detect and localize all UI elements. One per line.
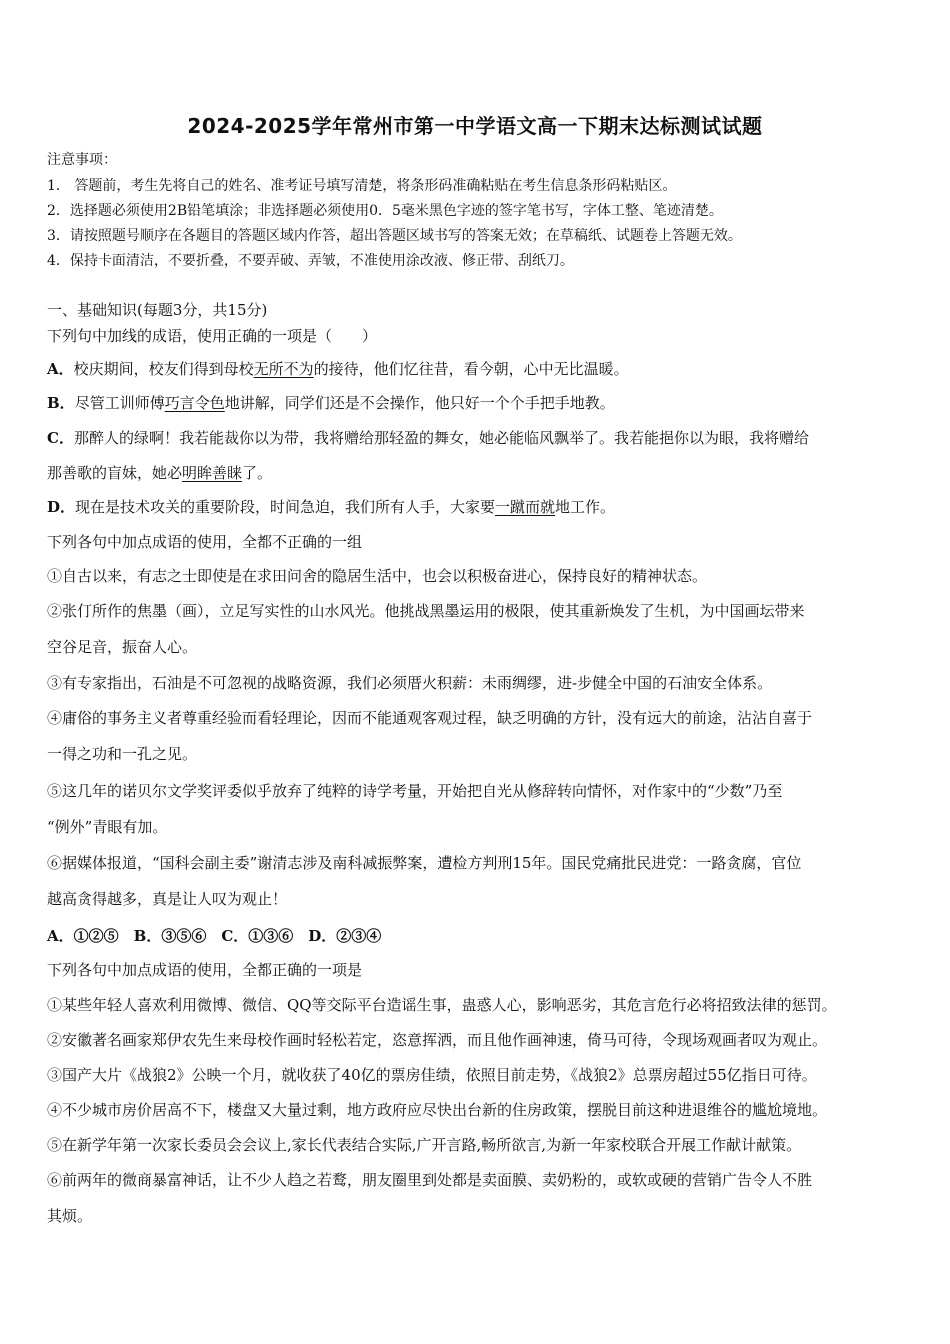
option-text: 的接待，他们忆往昔，看今朝，心中无比温暖。	[313, 360, 629, 378]
underlined-idiom: 明眸善睐	[182, 464, 243, 482]
option-label: A．	[47, 360, 74, 378]
page-title: 2024-2025学年常州市第一中学语文高一下期末达标测试试题	[187, 114, 763, 138]
list-item: ⑥据媒体报道，“国科会副主委”谢清志涉及南科减振弊案，遭检方判刑15年。国民党痛批民进党：一路贪腐，官位	[47, 854, 802, 872]
underlined-idiom: 巧言令色	[164, 394, 225, 412]
option-text: 地工作。	[555, 498, 616, 516]
option-c	[47, 428, 809, 448]
notice-item: 3．请按照题号顺序在各题目的答题区域内作答，超出答题区域书写的答案无效；在草稿纸、试题卷上答题无效。	[47, 228, 742, 244]
section-heading: 一、基础知识(每题3分，共15分)	[47, 301, 268, 319]
list-item: ④不少城市房价居高不下，楼盘又大量过剩，地方政府应尽快出台新的住房政策，摆脱目前这种进退维谷的尴尬境地。	[47, 1101, 828, 1119]
list-item: ⑤这几年的诺贝尔文学奖评委似乎放弃了纯粹的诗学考量，开始把自光从修辞转向情怀，对作家中的“少数”乃至	[47, 782, 783, 800]
list-item: ①某些年轻人喜欢利用微博、微信、QQ等交际平台造谣生事，蛊惑人心，影响恶劣，其危言危行必将招致法律的惩罚。	[47, 996, 837, 1014]
question-stem: 下列各句中加点成语的使用，全都不正确的一组	[47, 533, 363, 551]
option-text: 校庆期间，校友们得到母校	[73, 360, 254, 378]
option-text: 地讲解，同学们还是不会操作，他只好一个个手把手地教。	[224, 394, 615, 412]
option-text: 尽管工训师傅	[74, 394, 165, 412]
list-item: 越高贪得越多，真是让人叹为观止！	[47, 890, 288, 908]
option-label: B．	[47, 394, 75, 412]
underlined-idiom: 无所不为	[253, 360, 314, 378]
option-c-cont	[47, 463, 272, 483]
list-item: ③国产大片《战狼2》公映一个月，就收获了40亿的票房佳绩，依照目前走势，《战狼2》总票房超过55亿指日可待。	[47, 1066, 817, 1084]
notice-item: 1. 答题前，考生先将自己的姓名、准考证号填写清楚，将条形码准确粘贴在考生信息条形码粘贴区。	[47, 178, 677, 194]
question-stem: 下列各句中加点成语的使用，全都正确的一项是	[47, 961, 363, 979]
list-item: ①自古以来，有志之士即使是在求田问舍的隐居生活中，也会以积极奋进心，保持良好的精神状态。	[47, 567, 708, 585]
option-text: 了。	[242, 464, 273, 482]
list-item: ④庸俗的事务主义者尊重经验而看轻理论，因而不能通观客观过程，缺乏明确的方针，没有远大的前途，沾沾自喜于	[47, 709, 813, 727]
list-item: 一得之功和一孔之见。	[47, 745, 198, 763]
list-item: ③有专家指出，石油是不可忽视的战略资源，我们必须厝火积薪：未雨绸缪，进-步健全中国的石油安全体系。	[47, 674, 773, 692]
notice-heading: 注意事项：	[47, 152, 117, 168]
notice-item: 2．选择题必须使用2B铅笔填涂；非选择题必须使用0．5毫米黑色字迹的签字笔书写，字体工整、笔迹清楚。	[47, 203, 723, 219]
underlined-idiom: 一蹴而就	[495, 498, 556, 516]
option-label: C．	[47, 429, 74, 447]
answer-options: A．①②⑤ B．③⑤⑥ C．①③⑥ D．②③④	[47, 927, 382, 945]
option-text: 现在是技术攻关的重要阶段，时间急迫，我们所有人手，大家要	[75, 498, 496, 516]
list-item: ②安徽著名画家郑伊农先生来母校作画时轻松若定，恣意挥洒，而且他作画神速，倚马可待，令现场观画者叹为观止。	[47, 1031, 828, 1049]
option-d	[47, 497, 615, 517]
list-item: “例外”青眼有加。	[47, 818, 168, 836]
list-item: ②张仃所作的焦墨（画），立足写实性的山水风光。他挑战黑墨运用的极限，使其重新焕发了生机，为中国画坛带来	[47, 602, 805, 620]
list-item: ⑥前两年的微商暴富神话，让不少人趋之若鹜，朋友圈里到处都是卖面膜、卖奶粉的，或软或硬的营销广告令人不胜	[47, 1171, 813, 1189]
option-b	[47, 393, 615, 413]
notice-item: 4．保持卡面清洁，不要折叠，不要弄破、弄皱，不准使用涂改液、修正带、刮纸刀。	[47, 253, 574, 269]
option-label: D．	[47, 498, 76, 516]
list-item: 其烦。	[47, 1207, 93, 1225]
list-item: 空谷足音，振奋人心。	[47, 638, 198, 656]
question-stem: 下列句中加线的成语，使用正确的一项是（ ）	[47, 327, 378, 345]
list-item: ⑤在新学年第一次家长委员会会议上,家长代表结合实际,广开言路,畅所欲言,为新一年家校联合开展工作献计献策。	[47, 1136, 802, 1154]
option-a	[47, 359, 629, 379]
option-text: 那醉人的绿啊！我若能裁你以为带，我将赠给那轻盈的舞女，她必能临风飘举了。我若能挹你以为眼，我将赠给	[73, 429, 809, 447]
option-text: 那善歌的盲妹，她必	[47, 464, 183, 482]
